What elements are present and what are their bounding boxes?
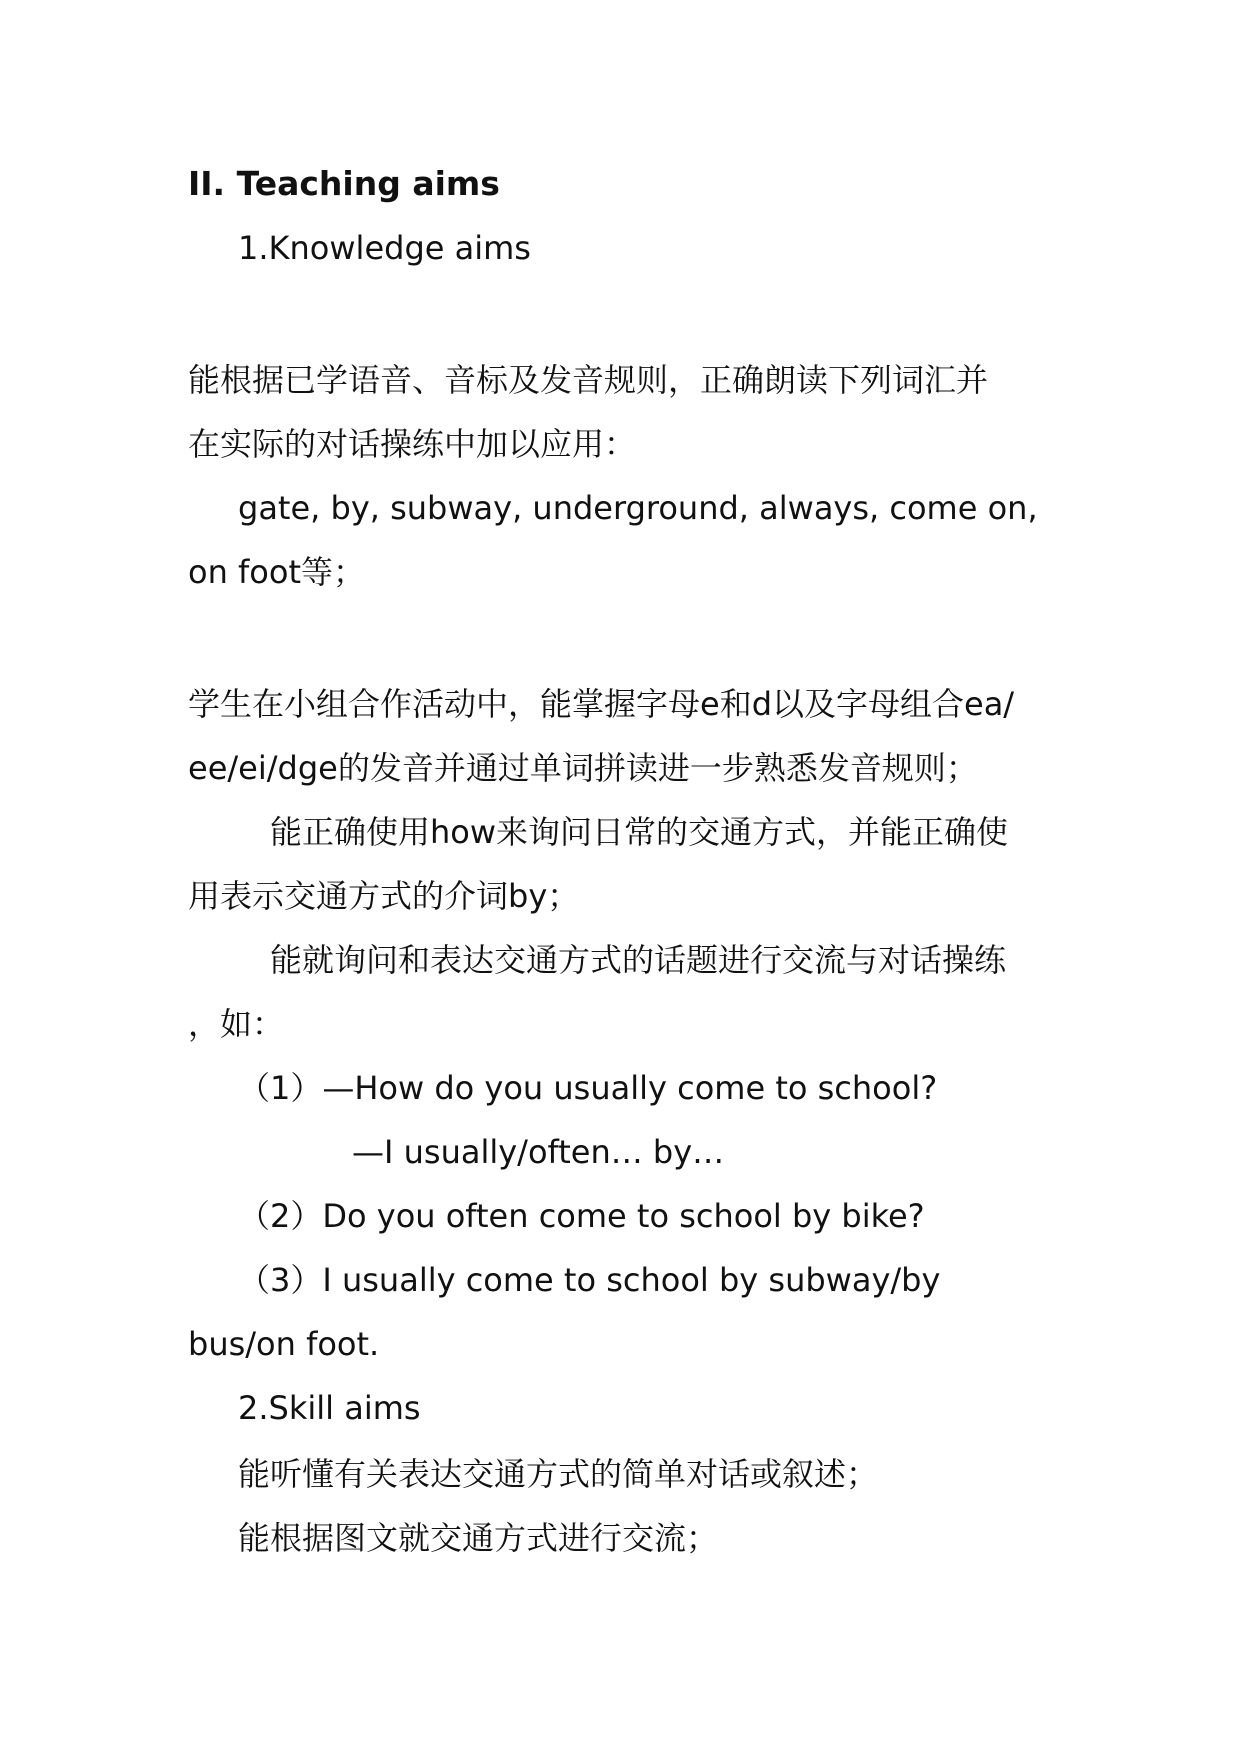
example-3-line-2: bus/on foot. bbox=[188, 1325, 380, 1363]
vocabulary-line-1: gate, by, subway, underground, always, come on, bbox=[238, 489, 1038, 527]
knowledge-line-1: 能根据已学语音、音标及发音规则，正确朗读下列词汇并 bbox=[188, 361, 989, 399]
skill-line-1: 能听懂有关表达交通方式的简单对话或叙述； bbox=[238, 1455, 879, 1493]
example-1-question: （1）—How do you usually come to school? bbox=[238, 1069, 938, 1107]
example-2: （2）Do you often come to school by bike? bbox=[238, 1197, 925, 1235]
knowledge-line-8: ，如： bbox=[188, 1005, 285, 1043]
knowledge-aims-title: 1.Knowledge aims bbox=[238, 229, 531, 267]
knowledge-line-4: ee/ei/dge的发音并通过单词拼读进一步熟悉发音规则； bbox=[188, 749, 978, 787]
section-heading: II. Teaching aims bbox=[188, 164, 500, 203]
knowledge-line-3: 学生在小组合作活动中，能掌握字母e和d以及字母组合ea/ bbox=[188, 685, 1015, 723]
knowledge-line-2: 在实际的对话操练中加以应用： bbox=[188, 425, 637, 463]
skill-aims-title: 2.Skill aims bbox=[238, 1389, 421, 1427]
vocabulary-line-2: on foot等； bbox=[188, 553, 366, 591]
example-3-line-1: （3）I usually come to school by subway/by bbox=[238, 1261, 941, 1299]
knowledge-line-6: 用表示交通方式的介词by； bbox=[188, 877, 580, 915]
knowledge-line-7: 能就询问和表达交通方式的话题进行交流与对话操练 bbox=[270, 941, 1007, 979]
knowledge-line-5: 能正确使用how来询问日常的交通方式，并能正确使 bbox=[270, 813, 1009, 851]
example-1-answer: —I usually/often… by… bbox=[352, 1133, 725, 1171]
skill-line-2: 能根据图文就交通方式进行交流； bbox=[238, 1519, 719, 1557]
